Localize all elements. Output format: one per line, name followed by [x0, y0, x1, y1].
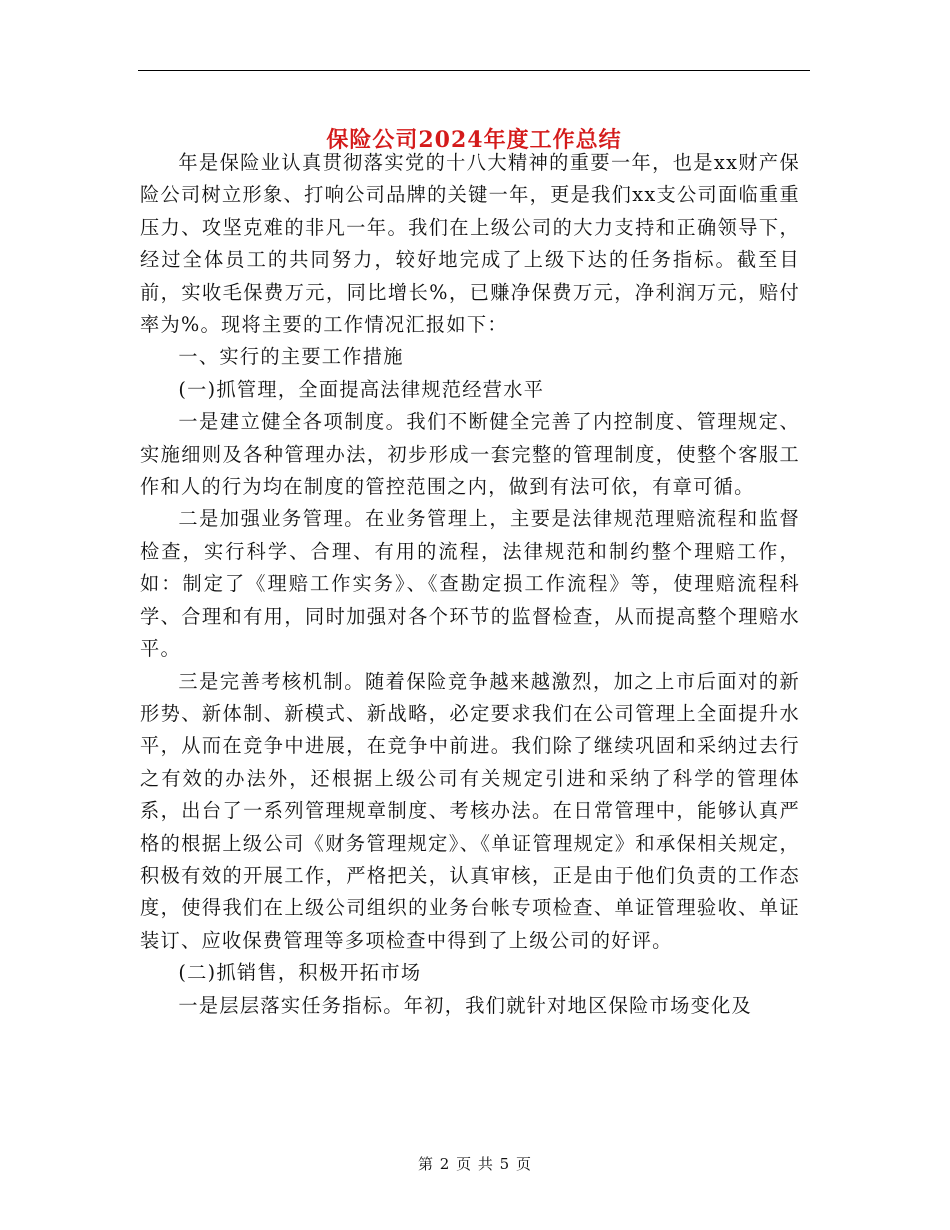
- paragraph-business-management: 二是加强业务管理。在业务管理上，主要是法律规范理赔流程和监督检查，实行科学、合理、有用的流程，法律规范和制约整个理赔工作，如：制定了《理赔工作实务》、《查勘定损工作流程》等，使理赔流程科学、合理和有用，同时加强对各个环节的监督检查，从而提高整个理赔水平。: [140, 507, 800, 661]
- paragraph-assessment-mechanism: 三是完善考核机制。随着保险竞争越来越激烈，加之上市后面对的新形势、新体制、新模式、新战略，必定要求我们在公司管理上全面提升水平，从而在竞争中进展，在竞争中前进。我们除了继续巩固和采纳过去行之有效的办法外，还根据上级公司有关规定引进和采纳了科学的管理体系，出台了一系列管理规章制度、考核办法。在日常管理中，能够认真严格的根据上级公司《财务管理规定》、《单证管理规定》和承保相关规定，积极有效的开展工作，严格把关，认真审核，正是由于他们负责的工作态度，使得我们在上级公司组织的业务台帐专项检查、单证管理验收、单证装订、应收保费管理等多项检查中得到了上级公司的好评。: [140, 669, 800, 952]
- document-body: [140, 147, 800, 1022]
- header-rule: [138, 70, 810, 71]
- page-number: 第 2 页 共 5 页: [418, 1155, 532, 1173]
- subsection-heading-management: (一)抓管理，全面提高法律规范经营水平: [178, 377, 545, 401]
- section-heading-measures: 一、实行的主要工作措施: [178, 345, 404, 369]
- paragraph-rules-system: 一是建立健全各项制度。我们不断健全完善了内控制度、管理规定、实施细则及各种管理办法，初步形成一套完整的管理制度，使整个客服工作和人的行为均在制度的管控范围之内，做到有法可依，有章可循。: [140, 410, 800, 499]
- paragraph-intro: 年是保险业认真贯彻落实党的十八大精神的重要一年，也是xx财产保险公司树立形象、打响公司品牌的关键一年，更是我们xx支公司面临重重压力、攻坚克难的非凡一年。我们在上级公司的大力支持和正确领导下，经过全体员工的共同努力，较好地完成了上级下达的任务指标。截至目前，实收毛保费万元，同比增长%，已赚净保费万元，净利润万元，赔付率为%。现将主要的工作情况汇报如下：: [140, 151, 800, 337]
- paragraph-task-targets: 一是层层落实任务指标。年初，我们就针对地区保险市场变化及: [178, 993, 753, 1017]
- subsection-heading-sales: (二)抓销售，积极开拓市场: [178, 961, 422, 985]
- document-title: 保险公司2024年度工作总结: [326, 126, 622, 153]
